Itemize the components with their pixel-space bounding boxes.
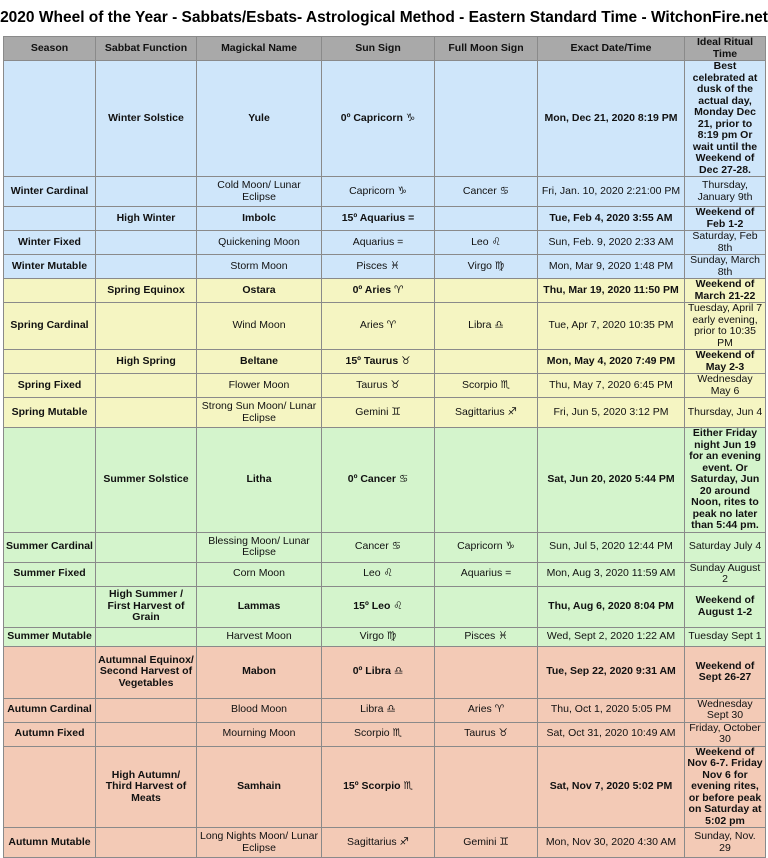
ideal-ritual-time-cell: Weekend of August 1-2 — [685, 586, 766, 627]
exact-date-time-cell: Sat, Oct 31, 2020 10:49 AM — [538, 722, 685, 746]
full-moon-sign-cell: Cancer ♋ — [435, 177, 538, 207]
magickal-name-cell: Harvest Moon — [197, 627, 322, 646]
sun-sign-cell: Sagittarius ♐ — [322, 828, 435, 858]
magickal-name-cell: Wind Moon — [197, 303, 322, 350]
sun-sign-cell: Aquarius = — [322, 231, 435, 255]
exact-date-time-cell: Thu, Mar 19, 2020 11:50 PM — [538, 279, 685, 303]
ideal-ritual-time-cell: Weekend of March 21-22 — [685, 279, 766, 303]
table-row — [4, 746, 766, 828]
sun-sign-cell: Cancer ♋ — [322, 532, 435, 562]
season-cell: Winter Fixed — [4, 231, 96, 255]
magickal-name-cell: Imbolc — [197, 207, 322, 231]
table-row — [4, 398, 766, 428]
season-cell — [4, 279, 96, 303]
exact-date-time-cell: Thu, Oct 1, 2020 5:05 PM — [538, 698, 685, 722]
table-row — [4, 231, 766, 255]
full-moon-sign-cell — [435, 428, 538, 533]
sabbat-function-cell — [96, 722, 197, 746]
ideal-ritual-time-cell: Saturday, Feb 8th — [685, 231, 766, 255]
sun-sign-cell: Gemini ♊ — [322, 398, 435, 428]
magickal-name-cell: Samhain — [197, 746, 322, 828]
exact-date-time-cell: Sun, Feb. 9, 2020 2:33 AM — [538, 231, 685, 255]
page-title: 2020 Wheel of the Year - Sabbats/Esbats- Astrological Method - Eastern Standard Time - WitchonFire.net — [0, 9, 768, 26]
magickal-name-cell: Blessing Moon/ Lunar Eclipse — [197, 532, 322, 562]
table-row — [4, 350, 766, 374]
season-cell — [4, 586, 96, 627]
exact-date-time-cell: Thu, May 7, 2020 6:45 PM — [538, 374, 685, 398]
table-row — [4, 207, 766, 231]
sabbat-function-cell — [96, 532, 197, 562]
season-cell: Winter Cardinal — [4, 177, 96, 207]
sun-sign-cell: 15º Taurus ♉ — [322, 350, 435, 374]
header-season: Season — [4, 37, 96, 61]
exact-date-time-cell: Fri, Jan. 10, 2020 2:21:00 PM — [538, 177, 685, 207]
season-cell: Summer Fixed — [4, 562, 96, 586]
ideal-ritual-time-cell: Tuesday, April 7 early evening, prior to 10:35 PM — [685, 303, 766, 350]
full-moon-sign-cell: Pisces ♓ — [435, 627, 538, 646]
table-row — [4, 428, 766, 533]
sabbat-function-cell: Winter Solstice — [96, 61, 197, 177]
sun-sign-cell: 0º Cancer ♋ — [322, 428, 435, 533]
ideal-ritual-time-cell: Wednesday May 6 — [685, 374, 766, 398]
exact-date-time-cell: Sat, Jun 20, 2020 5:44 PM — [538, 428, 685, 533]
sun-sign-cell: 0º Capricorn ♑ — [322, 61, 435, 177]
sun-sign-cell: 15º Scorpio ♏ — [322, 746, 435, 828]
full-moon-sign-cell: Gemini ♊ — [435, 828, 538, 858]
sabbat-function-cell: Spring Equinox — [96, 279, 197, 303]
sabbat-function-cell: Autumnal Equinox/ Second Harvest of Vegetables — [96, 646, 197, 698]
magickal-name-cell: Yule — [197, 61, 322, 177]
table-row — [4, 279, 766, 303]
full-moon-sign-cell: Virgo ♍ — [435, 255, 538, 279]
sabbat-function-cell — [96, 828, 197, 858]
full-moon-sign-cell: Aquarius = — [435, 562, 538, 586]
ideal-ritual-time-cell: Wednesday Sept 30 — [685, 698, 766, 722]
season-cell — [4, 61, 96, 177]
season-cell: Summer Mutable — [4, 627, 96, 646]
season-cell — [4, 207, 96, 231]
season-cell — [4, 746, 96, 828]
header-ideal-ritual-time: Ideal Ritual Time — [685, 37, 766, 61]
magickal-name-cell: Corn Moon — [197, 562, 322, 586]
sun-sign-cell: 0º Libra ♎ — [322, 646, 435, 698]
season-cell: Autumn Cardinal — [4, 698, 96, 722]
ideal-ritual-time-cell: Weekend of Nov 6-7. Friday Nov 6 for evening rites, or before peak on Saturday at 5:02 pm — [685, 746, 766, 828]
exact-date-time-cell: Fri, Jun 5, 2020 3:12 PM — [538, 398, 685, 428]
ideal-ritual-time-cell: Friday, October 30 — [685, 722, 766, 746]
full-moon-sign-cell: Sagittarius ♐ — [435, 398, 538, 428]
magickal-name-cell: Blood Moon — [197, 698, 322, 722]
exact-date-time-cell: Wed, Sept 2, 2020 1:22 AM — [538, 627, 685, 646]
full-moon-sign-cell — [435, 646, 538, 698]
ideal-ritual-time-cell: Thursday, Jun 4 — [685, 398, 766, 428]
magickal-name-cell: Litha — [197, 428, 322, 533]
magickal-name-cell: Beltane — [197, 350, 322, 374]
header-row — [4, 37, 766, 61]
exact-date-time-cell: Sat, Nov 7, 2020 5:02 PM — [538, 746, 685, 828]
sabbat-function-cell — [96, 374, 197, 398]
table-row — [4, 255, 766, 279]
exact-date-time-cell: Mon, May 4, 2020 7:49 PM — [538, 350, 685, 374]
sun-sign-cell: Capricorn ♑ — [322, 177, 435, 207]
ideal-ritual-time-cell: Either Friday night Jun 19 for an evening event. Or Saturday, Jun 20 around Noon, rites to peak no later than 5:44 pm. — [685, 428, 766, 533]
table-row — [4, 303, 766, 350]
full-moon-sign-cell — [435, 207, 538, 231]
table-row — [4, 698, 766, 722]
sabbat-function-cell — [96, 562, 197, 586]
sun-sign-cell: Pisces ♓ — [322, 255, 435, 279]
season-cell: Winter Mutable — [4, 255, 96, 279]
season-cell: Autumn Fixed — [4, 722, 96, 746]
season-cell: Spring Cardinal — [4, 303, 96, 350]
exact-date-time-cell: Mon, Nov 30, 2020 4:30 AM — [538, 828, 685, 858]
ideal-ritual-time-cell: Thursday, January 9th — [685, 177, 766, 207]
ideal-ritual-time-cell: Weekend of May 2-3 — [685, 350, 766, 374]
sabbat-function-cell — [96, 231, 197, 255]
sun-sign-cell: Aries ♈ — [322, 303, 435, 350]
ideal-ritual-time-cell: Weekend of Sept 26-27 — [685, 646, 766, 698]
exact-date-time-cell: Thu, Aug 6, 2020 8:04 PM — [538, 586, 685, 627]
season-cell: Spring Fixed — [4, 374, 96, 398]
season-cell — [4, 646, 96, 698]
table-body — [4, 61, 766, 858]
magickal-name-cell: Flower Moon — [197, 374, 322, 398]
full-moon-sign-cell: Scorpio ♏ — [435, 374, 538, 398]
season-cell: Autumn Mutable — [4, 828, 96, 858]
magickal-name-cell: Strong Sun Moon/ Lunar Eclipse — [197, 398, 322, 428]
table-row — [4, 374, 766, 398]
ideal-ritual-time-cell: Tuesday Sept 1 — [685, 627, 766, 646]
full-moon-sign-cell: Libra ♎ — [435, 303, 538, 350]
table-row — [4, 532, 766, 562]
full-moon-sign-cell — [435, 350, 538, 374]
table-row — [4, 828, 766, 858]
sun-sign-cell: 0º Aries ♈ — [322, 279, 435, 303]
full-moon-sign-cell: Taurus ♉ — [435, 722, 538, 746]
full-moon-sign-cell — [435, 746, 538, 828]
sun-sign-cell: Scorpio ♏ — [322, 722, 435, 746]
sabbat-function-cell — [96, 303, 197, 350]
sabbat-function-cell — [96, 255, 197, 279]
magickal-name-cell: Long Nights Moon/ Lunar Eclipse — [197, 828, 322, 858]
header-sabbat-function: Sabbat Function — [96, 37, 197, 61]
ideal-ritual-time-cell: Sunday, Nov. 29 — [685, 828, 766, 858]
exact-date-time-cell: Tue, Feb 4, 2020 3:55 AM — [538, 207, 685, 231]
season-cell — [4, 350, 96, 374]
sun-sign-cell: 15º Aquarius = — [322, 207, 435, 231]
full-moon-sign-cell: Aries ♈ — [435, 698, 538, 722]
sabbat-function-cell — [96, 177, 197, 207]
magickal-name-cell: Lammas — [197, 586, 322, 627]
table-row — [4, 61, 766, 177]
full-moon-sign-cell: Capricorn ♑ — [435, 532, 538, 562]
season-cell: Summer Cardinal — [4, 532, 96, 562]
magickal-name-cell: Cold Moon/ Lunar Eclipse — [197, 177, 322, 207]
sabbat-function-cell: High Winter — [96, 207, 197, 231]
header-full-moon-sign: Full Moon Sign — [435, 37, 538, 61]
sabbat-function-cell: High Summer / First Harvest of Grain — [96, 586, 197, 627]
table-row — [4, 646, 766, 698]
table-row — [4, 722, 766, 746]
table-row — [4, 586, 766, 627]
full-moon-sign-cell: Leo ♌ — [435, 231, 538, 255]
exact-date-time-cell: Mon, Mar 9, 2020 1:48 PM — [538, 255, 685, 279]
full-moon-sign-cell — [435, 61, 538, 177]
wheel-of-year-table — [3, 36, 766, 858]
magickal-name-cell: Ostara — [197, 279, 322, 303]
magickal-name-cell: Mabon — [197, 646, 322, 698]
sabbat-function-cell — [96, 398, 197, 428]
full-moon-sign-cell — [435, 279, 538, 303]
magickal-name-cell: Mourning Moon — [197, 722, 322, 746]
table-row — [4, 562, 766, 586]
sun-sign-cell: Leo ♌ — [322, 562, 435, 586]
header-magickal-name: Magickal Name — [197, 37, 322, 61]
full-moon-sign-cell — [435, 586, 538, 627]
sabbat-function-cell: High Spring — [96, 350, 197, 374]
exact-date-time-cell: Tue, Sep 22, 2020 9:31 AM — [538, 646, 685, 698]
exact-date-time-cell: Mon, Dec 21, 2020 8:19 PM — [538, 61, 685, 177]
header-sun-sign: Sun Sign — [322, 37, 435, 61]
exact-date-time-cell: Sun, Jul 5, 2020 12:44 PM — [538, 532, 685, 562]
ideal-ritual-time-cell: Sunday, March 8th — [685, 255, 766, 279]
sun-sign-cell: 15º Leo ♌ — [322, 586, 435, 627]
sabbat-function-cell: High Autumn/ Third Harvest of Meats — [96, 746, 197, 828]
ideal-ritual-time-cell: Weekend of Feb 1-2 — [685, 207, 766, 231]
exact-date-time-cell: Tue, Apr 7, 2020 10:35 PM — [538, 303, 685, 350]
ideal-ritual-time-cell: Sunday August 2 — [685, 562, 766, 586]
season-cell — [4, 428, 96, 533]
sun-sign-cell: Libra ♎ — [322, 698, 435, 722]
magickal-name-cell: Storm Moon — [197, 255, 322, 279]
table-row — [4, 177, 766, 207]
season-cell: Spring Mutable — [4, 398, 96, 428]
sun-sign-cell: Taurus ♉ — [322, 374, 435, 398]
sabbat-function-cell — [96, 698, 197, 722]
ideal-ritual-time-cell: Best celebrated at dusk of the actual day, Monday Dec 21, prior to 8:19 pm Or wait until the Weekend of Dec 27-28. — [685, 61, 766, 177]
header-exact-date-time: Exact Date/Time — [538, 37, 685, 61]
ideal-ritual-time-cell: Saturday July 4 — [685, 532, 766, 562]
sabbat-function-cell: Summer Solstice — [96, 428, 197, 533]
exact-date-time-cell: Mon, Aug 3, 2020 11:59 AM — [538, 562, 685, 586]
magickal-name-cell: Quickening Moon — [197, 231, 322, 255]
sun-sign-cell: Virgo ♍ — [322, 627, 435, 646]
